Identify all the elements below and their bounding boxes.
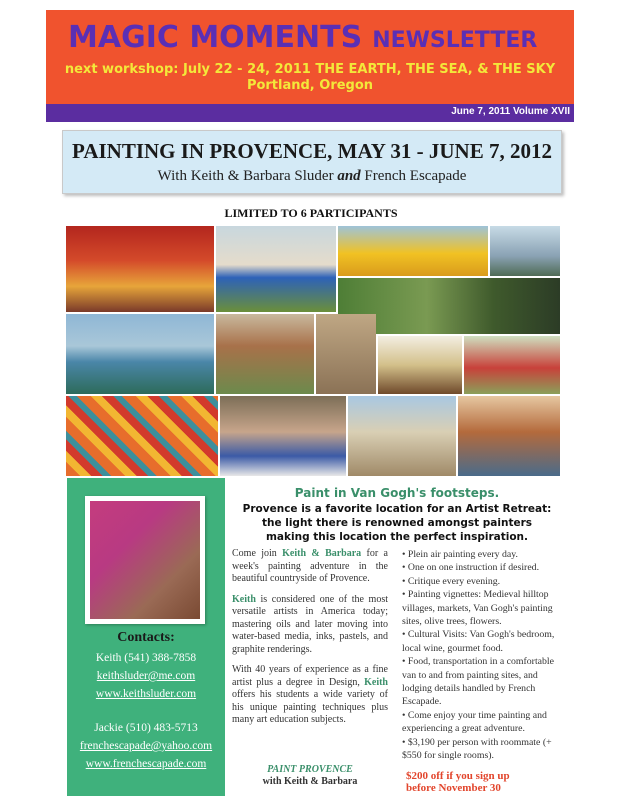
p1-text-b: for a week's painting adventure in the beautiful countryside of Provence. (232, 548, 388, 584)
event-title: PAINTING IN PROVENCE, MAY 31 - JUNE 7, 2012 (72, 139, 552, 163)
signature-block (232, 764, 388, 788)
participants-limit: LIMITED TO 6 PARTICIPANTS (224, 206, 398, 220)
photo-group-dinner (220, 396, 346, 476)
photo-canal (66, 314, 214, 394)
jackie-email-link[interactable]: frenchescapade@yahoo.com (79, 740, 213, 752)
photo-landscape (490, 226, 560, 276)
p2-text-b: is considered one of the most versatile artists in America today; mastering oils and later moving into water-based media, inks, pastels, and graphite renderings. (232, 593, 388, 655)
photo-stone-village (316, 314, 376, 394)
feature-item: • Cultural Visits: Van Gogh's bedroom, local wine, gourmet food. (402, 629, 555, 654)
headline-line3: making this location the perfect inspiration. (265, 531, 528, 543)
jackie-website-link[interactable]: www.frenchescapade.com (85, 758, 207, 770)
headline-line1: Provence is a favorite location for an Artist Retreat: (242, 503, 552, 515)
offer-line1: $200 off if you sign up (406, 770, 510, 782)
photo-blue-shutters (216, 226, 336, 312)
p1-name: Keith & Barbara (282, 548, 362, 559)
paint-provence-label: PAINT PROVENCE (267, 764, 353, 775)
keith-email-link[interactable]: keithsluder@me.com (96, 670, 196, 682)
photo-shop-front (458, 396, 560, 476)
event-banner (62, 130, 562, 194)
event-subtitle (63, 168, 561, 185)
newsletter-title (68, 20, 537, 55)
p3-name: Keith (364, 676, 388, 688)
newsletter-header (46, 10, 574, 104)
headline-line2: the light there is renowned amongst painters (261, 517, 533, 529)
photo-poppy-field (464, 336, 560, 394)
feature-item: • Painting vignettes: Medieval hilltop villages, markets, Van Gogh's painting sites, olive trees, flowers. (402, 589, 553, 628)
photo-pottery (66, 396, 218, 476)
photo-collage (66, 226, 560, 476)
headline-title: Paint in Van Gogh's footsteps. (294, 486, 500, 500)
feature-item: • Critique every evening. (402, 575, 501, 587)
subtitle-suffix: French Escapade (360, 168, 467, 184)
body-paragraph-3 (232, 664, 388, 727)
p2-name: Keith (232, 593, 256, 605)
feature-item: • Come enjoy your time painting and experiencing a great adventure. (402, 709, 547, 735)
p3-text-b: offers his students a wide variety of his unique painting techniques plus many art education subjects. (232, 689, 388, 725)
discount-offer (406, 770, 568, 794)
body-paragraph-1 (232, 548, 388, 586)
offer-line2: before November 30 (406, 782, 501, 794)
p1-text-a: Come join (232, 548, 283, 559)
title-main: MAGIC MOMENTS (68, 20, 363, 55)
p3-text-a: With 40 years of experience as a fine artist plus a degree in Design, (232, 664, 388, 688)
jackie-phone: Jackie (510) 483-5713 (94, 722, 198, 734)
photo-market-peppers (66, 226, 214, 312)
with-kb-label: with Keith & Barbara (262, 776, 358, 787)
contacts-panel (67, 478, 225, 796)
date-band (46, 104, 574, 122)
photo-wine-food (378, 336, 462, 394)
workshop-line: next workshop: July 22 - 24, 2011 THE EARTH, THE SEA, & THE SKY (64, 62, 556, 77)
title-sub: NEWSLETTER (372, 28, 538, 53)
body-column (232, 548, 388, 735)
photo-hilltop-village (348, 396, 456, 476)
features-list (402, 548, 564, 763)
feature-item: • Food, transportation in a comfortable van to and from painting sites, and lodging details handled by French Escapade. (402, 656, 554, 708)
headline-block (232, 486, 562, 544)
portrait-image (90, 501, 200, 619)
photo-sunflowers (338, 226, 488, 276)
subtitle-and: and (337, 168, 361, 184)
keith-phone: Keith (541) 388-7858 (95, 652, 197, 664)
feature-item: • Plein air painting every day. (402, 549, 518, 560)
keith-website-link[interactable]: www.keithsluder.com (95, 688, 197, 700)
subtitle-prefix: With Keith & Barbara Sluder (157, 168, 338, 184)
feature-item: • $3,190 per person with roommate (+ $550 for single rooms). (402, 736, 552, 762)
date-volume: June 7, 2011 Volume XVII (451, 106, 570, 117)
contacts-heading: Contacts: (117, 630, 175, 645)
artists-portrait (85, 496, 205, 624)
workshop-location: Portland, Oregon (246, 78, 374, 93)
photo-painter-easel (216, 314, 314, 394)
feature-item: • One on one instruction if desired. (402, 562, 540, 574)
body-paragraph-2 (232, 594, 388, 657)
